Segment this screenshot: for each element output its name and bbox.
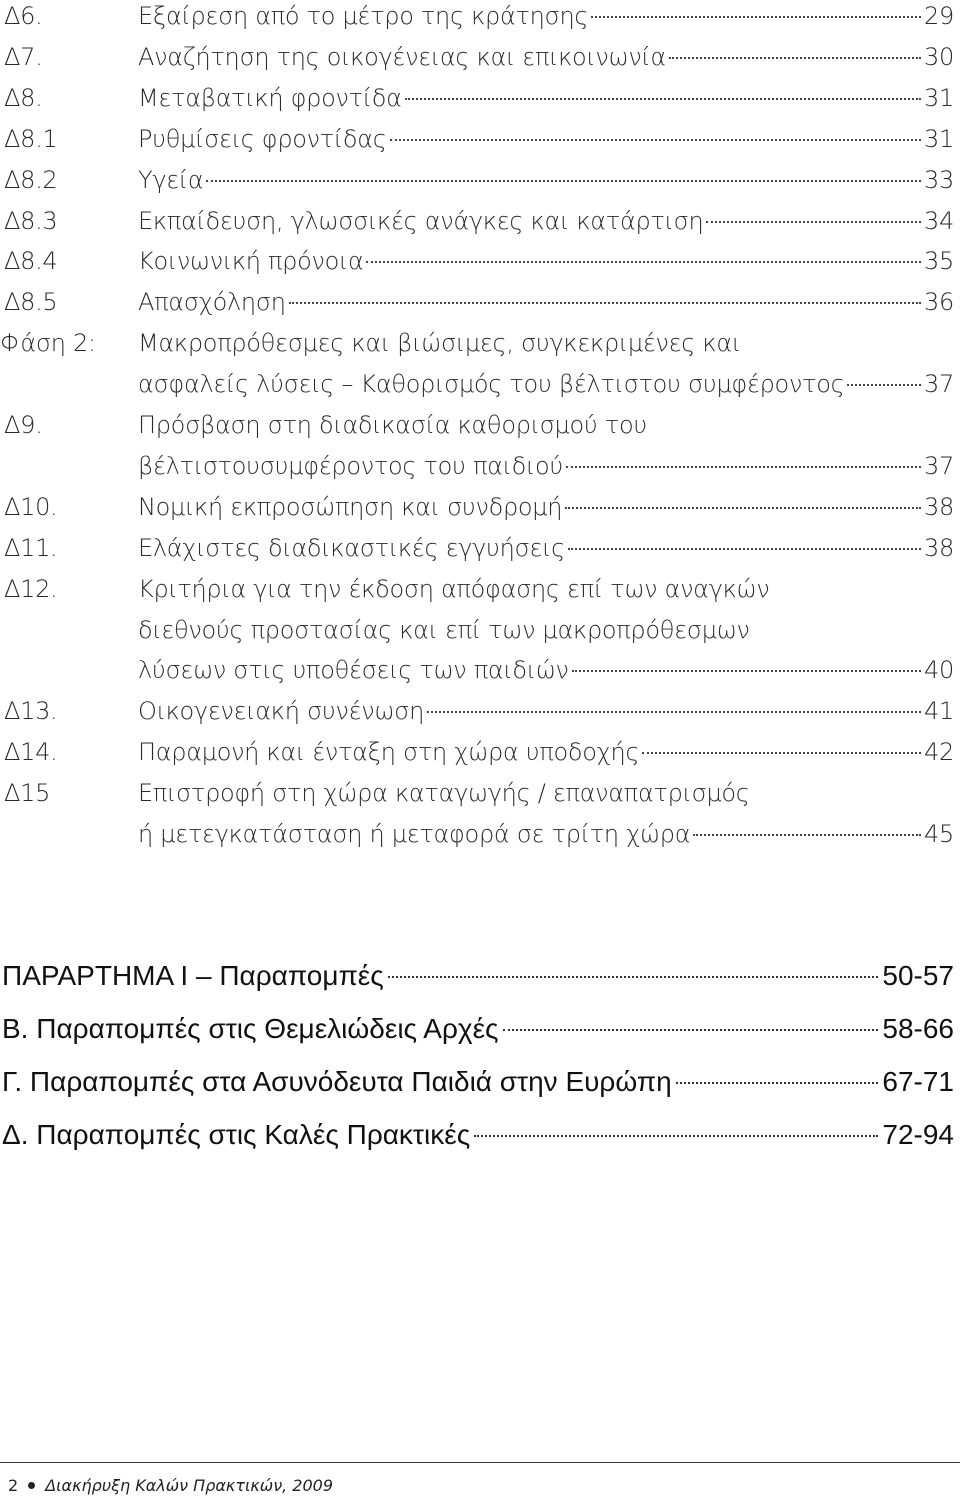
toc-entry-line <box>138 569 769 609</box>
toc-row <box>0 569 960 609</box>
toc-row <box>0 78 960 118</box>
toc-entry-number: Δ10. <box>4 492 58 521</box>
toc-entry-title: Μεταβατική φροντίδα <box>138 83 402 112</box>
toc-entry-title: ασφαλείς λύσεις – Καθορισμός του βέλτιστου συμφέροντος <box>138 370 845 399</box>
dot-leader <box>676 1082 879 1084</box>
toc-page-number: 38 <box>924 533 954 562</box>
toc-row <box>0 241 960 281</box>
toc-entry-line <box>138 610 750 650</box>
appendix-row <box>2 1057 954 1107</box>
toc-entry-number: Δ8.2 <box>4 165 58 194</box>
toc-entry-number: Φάση 2: <box>0 329 96 358</box>
toc-page-number: 33 <box>924 165 954 194</box>
appendix-row <box>2 951 954 1001</box>
toc-page-number: 31 <box>924 83 954 112</box>
toc-row <box>0 364 960 404</box>
toc-entry-line <box>138 773 750 813</box>
toc-entry-number: Δ13. <box>4 697 58 726</box>
dot-leader <box>642 752 921 754</box>
toc-row <box>0 650 960 690</box>
toc-entry-line <box>138 0 954 36</box>
toc-entry-number: Δ14. <box>4 738 58 767</box>
toc-entry-line <box>138 446 954 486</box>
toc-page-number: 34 <box>924 206 954 235</box>
toc-page-number: 30 <box>924 42 954 71</box>
toc-row <box>0 201 960 241</box>
toc-page-number: 40 <box>924 656 954 685</box>
appendix-title: Γ. Παραπομπές στα Ασυνόδευτα Παιδιά στην Ευρώπη <box>2 1066 672 1097</box>
appendix-page-range: 67-71 <box>882 1066 954 1097</box>
toc-entry-title: Ελάχιστες διαδικαστικές εγγυήσεις <box>138 533 565 562</box>
toc-entry-title: Νομική εκπροσώπηση και συνδρομή <box>138 492 563 521</box>
dot-leader <box>366 261 921 263</box>
dot-leader <box>706 221 921 223</box>
appendix-page-range: 58-66 <box>882 1013 954 1044</box>
toc-entry-title: Ρυθμίσεις φροντίδας <box>138 124 387 153</box>
toc-row <box>0 487 960 527</box>
toc-entry-title: Αναζήτηση της οικογένειας και επικοινωνία <box>138 42 666 71</box>
dot-leader <box>568 548 921 550</box>
toc-entry-line <box>138 160 954 200</box>
dot-leader <box>474 1135 878 1137</box>
toc-page-number: 31 <box>924 124 954 153</box>
appendix-page-range: 72-94 <box>882 1119 954 1150</box>
appendix-title: Β. Παραπομπές στις Θεμελιώδεις Αρχές <box>2 1013 499 1044</box>
toc-entry-title: Εξαίρεση από το μέτρο της κράτησης <box>138 2 589 30</box>
toc-row <box>0 814 960 854</box>
toc-page-number: 36 <box>924 288 954 317</box>
toc-entry-title: Παραμονή και ένταξη στη χώρα υποδοχής <box>138 738 640 767</box>
toc-entry-line <box>138 814 954 854</box>
toc-entry-title: βέλτιστουσυμφέροντος του παιδιού <box>138 451 563 480</box>
toc-row <box>0 0 960 36</box>
toc-entry-line <box>138 405 647 445</box>
toc-page-number: 41 <box>924 697 954 726</box>
toc-row <box>0 119 960 159</box>
footer-page-number: 2 <box>8 1476 19 1495</box>
dot-leader <box>669 57 921 59</box>
toc-entry-line <box>138 528 954 568</box>
appendix-row <box>2 1110 954 1160</box>
toc-page-number: 35 <box>924 247 954 276</box>
dot-leader <box>847 384 921 386</box>
toc-entry-line <box>138 119 954 159</box>
bullet-icon <box>28 1482 35 1489</box>
toc-entry-title: διεθνούς προστασίας και επί των μακροπρόθεσμων <box>138 615 750 644</box>
toc-entry-title: Πρόσβαση στη διαδικασία καθορισμού του <box>138 411 647 439</box>
dot-leader <box>565 507 921 509</box>
dot-leader <box>405 98 921 100</box>
toc-entry-line <box>138 487 954 527</box>
toc-entry-number: Δ12. <box>4 574 58 603</box>
toc-row <box>0 282 960 322</box>
page-footer <box>8 1476 333 1495</box>
toc-page-number: 37 <box>924 370 954 399</box>
toc-page-number: 29 <box>924 2 954 30</box>
dot-leader <box>388 976 879 978</box>
toc-entry-title: Μακροπρόθεσμες και βιώσιμες, συγκεκριμένες και <box>138 329 741 358</box>
toc-page-number: 42 <box>924 738 954 767</box>
toc-row <box>0 691 960 731</box>
toc-row <box>0 732 960 772</box>
toc-entry-line <box>138 323 741 363</box>
appendix-title: Δ. Παραπομπές στις Καλές Πρακτικές <box>2 1119 471 1150</box>
dot-leader <box>427 711 921 713</box>
toc-entry-line <box>138 364 954 404</box>
toc-row <box>0 160 960 200</box>
dot-leader <box>693 834 921 836</box>
toc-entry-line <box>138 732 954 772</box>
toc-row <box>0 446 960 486</box>
dot-leader <box>566 466 921 468</box>
dot-leader <box>390 139 921 141</box>
toc-entry-title: Υγεία <box>138 165 204 194</box>
toc-entry-line <box>138 282 954 322</box>
toc-entry-line <box>138 241 954 281</box>
toc-entry-number: Δ8.3 <box>4 206 58 235</box>
dot-leader <box>206 180 921 182</box>
toc-entry-line <box>138 37 954 77</box>
toc-entry-title: Απασχόληση <box>138 288 286 317</box>
toc-entry-title: ή μετεγκατάσταση ή μεταφορά σε τρίτη χώρα <box>138 820 691 848</box>
toc-entry-number: Δ9. <box>4 411 43 439</box>
toc-entry-line <box>138 201 954 241</box>
toc-entry-number: Δ11. <box>4 533 58 562</box>
toc-row <box>0 773 960 813</box>
toc-page-number: 37 <box>924 451 954 480</box>
toc-entry-title: Οικογενειακή συνένωση <box>138 697 424 726</box>
toc-entry-line <box>138 78 954 118</box>
footer-title: Διακήρυξη Καλών Πρακτικών, 2009 <box>45 1476 334 1495</box>
toc-entry-number: Δ8.4 <box>4 247 58 276</box>
toc-row <box>0 528 960 568</box>
dot-leader <box>572 670 921 672</box>
toc-entry-number: Δ7. <box>4 42 43 71</box>
toc-entry-number: Δ8.5 <box>4 288 58 317</box>
dot-leader <box>289 302 921 304</box>
toc-entry-title: λύσεων στις υποθέσεις των παιδιών <box>138 656 569 685</box>
toc-entry-line <box>138 691 954 731</box>
toc-entry-title: Κοινωνική πρόνοια <box>138 247 364 276</box>
toc-entry-line <box>138 650 954 690</box>
toc-row <box>0 323 960 363</box>
toc-row <box>0 610 960 650</box>
toc-entry-title: Εκπαίδευση, γλωσσικές ανάγκες και κατάρτιση <box>138 206 704 235</box>
toc-row <box>0 405 960 445</box>
footer-divider <box>0 1462 960 1463</box>
toc-entry-title: Κριτήρια για την έκδοση απόφασης επί των αναγκών <box>138 574 770 603</box>
toc-page-number: 38 <box>924 492 954 521</box>
toc-entry-number: Δ15 <box>4 779 51 808</box>
toc-entry-number: Δ8.1 <box>4 124 58 153</box>
toc-row <box>0 37 960 77</box>
toc-entry-number: Δ6. <box>4 2 43 30</box>
appendix-title: ΠΑΡΑΡΤΗΜΑ Ι – Παραπομπές <box>2 960 384 991</box>
toc-page-number: 45 <box>924 820 954 848</box>
dot-leader <box>503 1029 879 1031</box>
toc-entry-title: Επιστροφή στη χώρα καταγωγής / επαναπατρισμός <box>138 779 750 808</box>
dot-leader <box>591 16 921 18</box>
appendix-page-range: 50-57 <box>882 960 954 991</box>
appendix-row <box>2 1004 954 1054</box>
toc-entry-number: Δ8. <box>4 83 43 112</box>
